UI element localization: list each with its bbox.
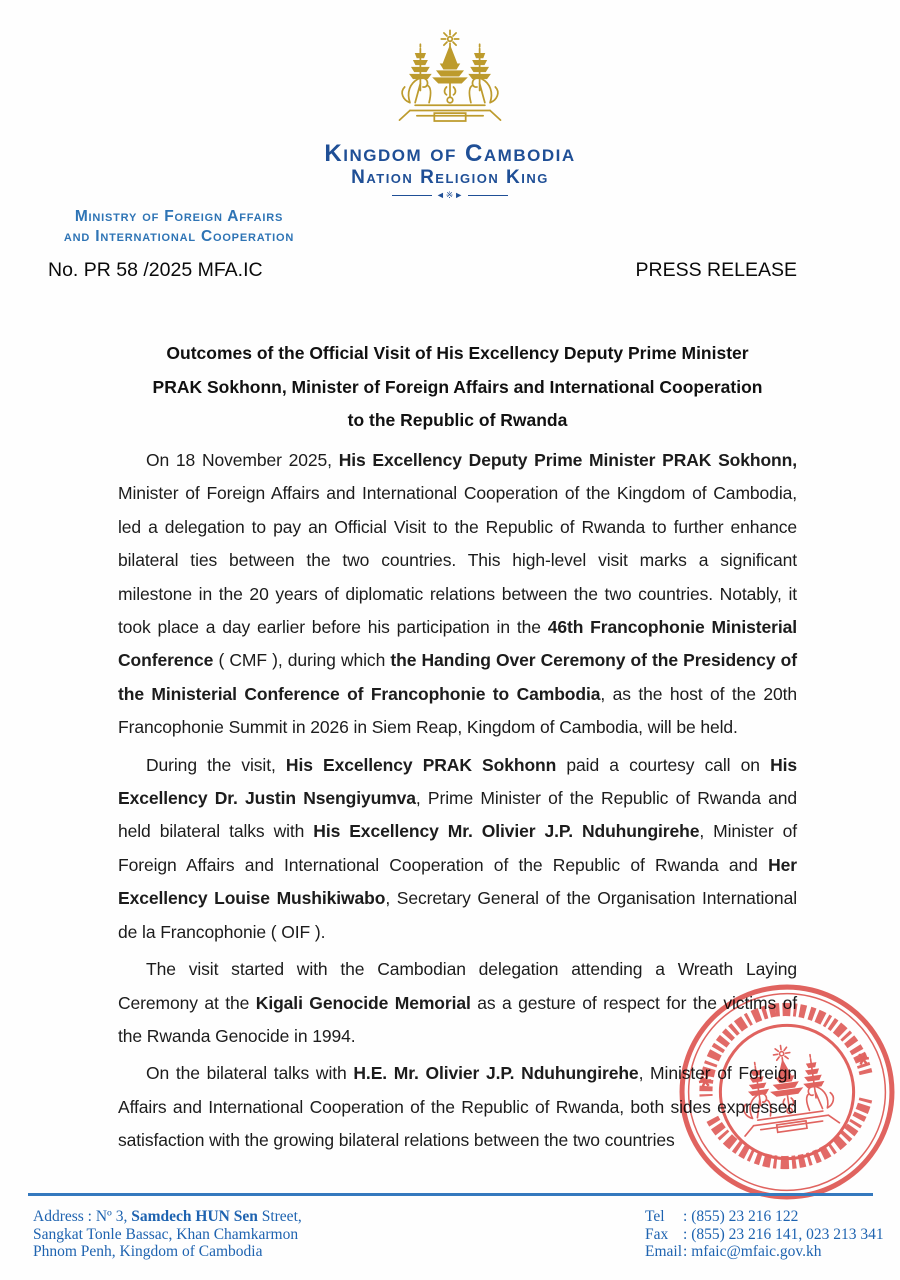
press-release-label: PRESS RELEASE [635,259,797,281]
email-value: mfaic@mfaic.gov.kh [691,1243,822,1260]
ornament-glyphs: ◄※► [435,190,465,200]
bold-text-run: 46th Francophonie Ministerial Conference [118,617,797,671]
bold-text-run: H.E. Mr. Olivier J.P. Nduhungirehe [353,1063,639,1084]
contact-row-fax [645,1226,884,1244]
text-run: , Minister of Foreign Affairs and International Cooperation of the Republic of Rwanda, both sides expressed satisfaction with the growing bilateral relations between the two countries [118,1063,797,1151]
bold-text-run: His Excellency PRAK Sokhonn [285,754,557,775]
motto-heading: Nation Religion King [351,167,549,188]
text-run: On 18 November 2025, [146,450,339,470]
ornament-line-right [468,195,508,196]
ornament-divider [0,190,900,201]
bold-text-run: Samdech HUN Sen [131,1208,258,1225]
bold-text-run: Kigali Genocide Memorial [255,992,471,1013]
bold-text-run: His Excellency Dr. Justin Nsengiyumva [118,754,798,809]
text-run: ( CMF ), during which [213,650,391,671]
bold-text-run: Her Excellency Louise Mushikiwabo [118,854,797,909]
footer-divider [28,1193,873,1196]
tel-value: (855) 23 216 122 [691,1208,799,1225]
title-line-2: PRAK Sokhonn, Minister of Foreign Affairs and International Cooperation [152,376,763,397]
body-paragraph [118,444,797,745]
text-run: paid a courtesy call on [556,754,771,775]
bold-text-run: the Handing Over Ceremony of the Presidency of the Ministerial Conference of Francophonie to Cambodia [118,650,797,704]
text-run: On the bilateral talks with [146,1063,354,1084]
doc-number: No. PR 58 /2025 MFA.IC [48,259,263,281]
text-run: as a gesture of respect for the victims of the Rwanda Genocide in 1994. [118,992,797,1046]
text-run: The visit started with the Cambodian delegation attending a Wreath Laying Ceremony at the [118,959,797,1013]
address-line-3: Phnom Penh, Kingdom of Cambodia [33,1243,263,1260]
tel-label: Tel [645,1208,665,1225]
royal-arms-emblem-icon [389,22,511,138]
text-run: , Minister of Foreign Affairs and International Cooperation of the Republic of Rwanda and [118,821,797,875]
title-line-3: to the Republic of Rwanda [347,410,568,430]
address-line-1 [33,1208,302,1226]
bold-text-run: His Excellency Mr. Olivier J.P. Nduhungirehe [313,821,700,842]
text-run: , Prime Minister of the Republic of Rwanda and held bilateral talks with [118,788,797,842]
ministry-line-2: and International Cooperation [63,228,295,245]
text-run: During the visit, [146,754,286,775]
document-title [118,337,797,438]
text-run: Address : Nº 3, [33,1208,132,1225]
text-run: , Secretary General of the Organisation International de la Francophonie ( OIF ). [118,888,797,942]
fax-sep: : [683,1225,692,1243]
text-run: Minister of Foreign Affairs and International Cooperation of the Kingdom of Cambodia, led a delegation to pay an Official Visit to the Republic of Rwanda to further enhance bilateral ties between the two countries. This high-level visit marks a significant milestone in the 20 years of diplomatic relations between the two countries. Notably, it took place a day earlier before his participation in the [118,483,797,638]
tel-sep: : [683,1208,692,1225]
seal-center-arms-icon [733,1039,839,1137]
footer-contact [645,1208,884,1261]
address-line-2: Sangkat Tonle Bassac, Khan Chamkarmon [33,1225,299,1243]
ministry-name [36,207,322,247]
contact-row-tel [645,1208,884,1226]
kingdom-heading: Kingdom of Cambodia [324,140,576,167]
contact-row-email [645,1243,884,1261]
email-sep: : [683,1243,692,1260]
ministry-seal-stamp [662,967,900,1218]
ministry-line-1: Ministry of Foreign Affairs [74,208,284,225]
body-paragraph [118,749,797,949]
fax-label: Fax [645,1225,669,1243]
document-meta-row [48,259,797,282]
email-label: Email [645,1243,683,1260]
title-line-1: Outcomes of the Official Visit of His Excellency Deputy Prime Minister [166,343,749,363]
ornament-line-left [392,195,432,196]
bold-text-run: His Excellency Deputy Prime Minister PRAK Sokhonn, [338,450,797,470]
text-run: , as the host of the 20th Francophonie Summit in 2026 in Siem Reap, Kingdom of Cambodia, will be held. [118,683,797,738]
fax-value: (855) 23 216 141, 023 213 341 [691,1225,884,1243]
footer-address [33,1208,302,1261]
text-run: Street, [257,1208,302,1225]
seal-asterisk-left [698,1075,711,1087]
